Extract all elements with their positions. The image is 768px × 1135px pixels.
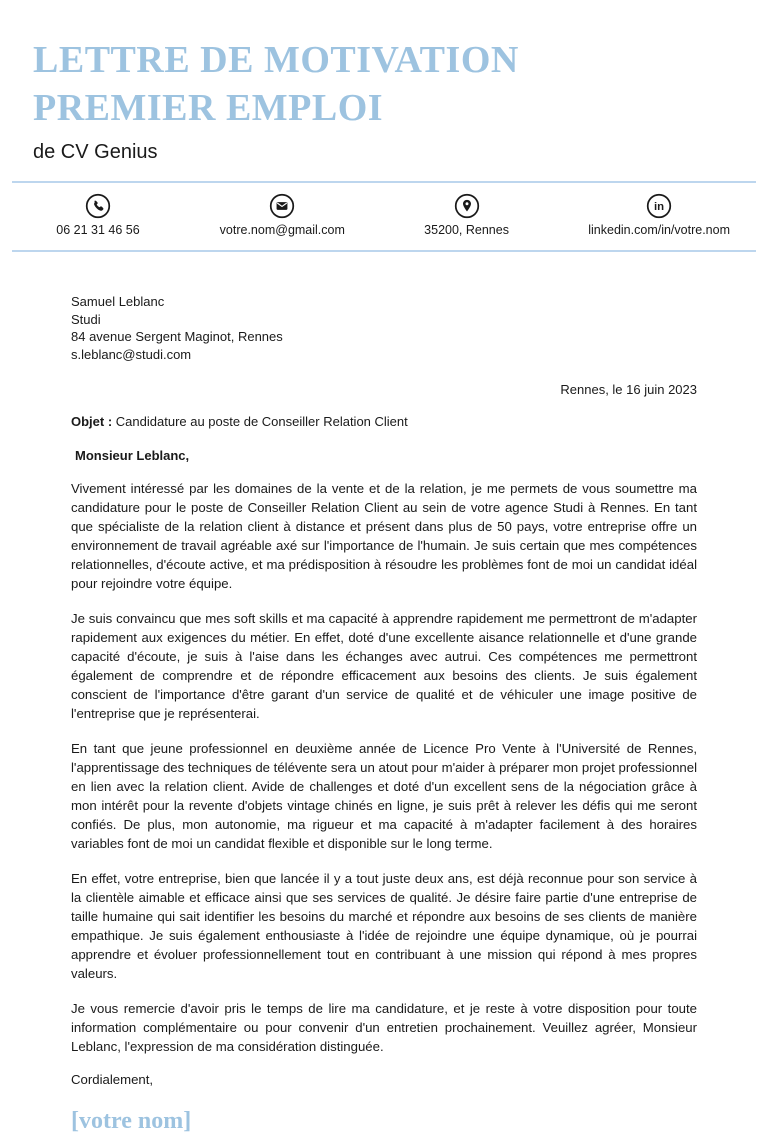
location-text: 35200, Rennes bbox=[424, 223, 509, 237]
paragraph-1: Vivement intéressé par les domaines de la vente et de la relation, je me permets de vous soumettre ma candidature pour le poste de Conseiller Relation Client au sein de votre agence Studi à Rennes. En tant que spécialiste de la relation client à distance et présent dans plus de 50 pays, votre entreprise offre un environnement de travail agréable axé sur l'importance de l'humain. Je suis certain que mes compétences relationnelles, d'écoute active, et ma prédisposition à résoudre les problèmes font de moi un candidat idéal pour rejoindre votre équipe. bbox=[71, 481, 697, 591]
paragraph-3: En tant que jeune professionnel en deuxième année de Licence Pro Vente à l'Université de Rennes, l'apprentissage des techniques de télévente sera un atout pour m'aider à préparer mon projet professionnel en lien avec la relation client. Avide de challenges et doté d'un excellent sens de la négociation grâce à mon intérêt pour la revente d'objets vintage chinés en ligne, je suis prêt à relever les défis qui me seront confiés. De plus, mon autonomie, ma rigueur et ma capacité à m'adapter facilement à des horaires variables font de moi un candidat flexible et disponible sur le long terme. bbox=[71, 741, 697, 851]
contact-bar bbox=[0, 183, 768, 250]
subject-text: Candidature au poste de Conseiller Relation Client bbox=[115, 414, 408, 429]
divider-bottom bbox=[12, 250, 756, 252]
paragraph-2: Je suis convaincu que mes soft skills et ma capacité à apprendre rapidement me permettront de m'adapter rapidement aux exigences du métier. En effet, doté d'une excellente aisance relationnelle et d'une grande capacité d'écoute, je suis à l'aise dans les échanges avec autrui. Ces compétences me permettront également de comprendre et de répondre efficacement aux besoins des clients. Je suis également conscient de l'importance d'être garant d'un service de qualité et de véhiculer une image positive de l'entreprise que je représenterai. bbox=[71, 611, 697, 721]
linkedin-url: linkedin.com/in/votre.nom bbox=[588, 223, 730, 237]
phone-icon bbox=[85, 193, 111, 219]
subject-label: Objet : bbox=[71, 414, 113, 429]
paragraph-4: En effet, votre entreprise, bien que lancée il y a tout juste deux ans, est déjà reconnue pour son service à la clientèle aimable et efficace ainsi que ses services de qualité. Je désire faire partie d'une entreprise de taille humaine qui sait identifier les besoins du marché et répondre aux besoins de ses clients de manière empathique. Je suis également enthousiaste à l'idée de rejoindre une équipe dynamique, où je pourrai apprendre et évoluer professionnellement tout en contribuant à une mission qui répond à mes propres valeurs. bbox=[71, 871, 697, 981]
contact-location bbox=[407, 193, 527, 237]
svg-text:in: in bbox=[654, 201, 665, 214]
page-title-line1: LETTRE DE MOTIVATION bbox=[33, 39, 519, 81]
subject-line bbox=[71, 414, 697, 429]
page-title-line2: PREMIER EMPLOI bbox=[33, 87, 384, 129]
contact-phone bbox=[38, 193, 158, 237]
linkedin-icon bbox=[646, 193, 672, 219]
phone-number: 06 21 31 46 56 bbox=[56, 223, 140, 237]
contact-linkedin bbox=[588, 193, 730, 237]
contact-email bbox=[220, 193, 345, 237]
letter-body bbox=[0, 293, 768, 1135]
email-icon bbox=[269, 193, 295, 219]
location-icon bbox=[454, 193, 480, 219]
paragraph-5: Je vous remercie d'avoir pris le temps de lire ma candidature, et je reste à votre disposition pour toute information complémentaire ou pour convenir d'un entretien prochainement. Veuillez agréer, Monsieur Leblanc, l'expression de ma considération distinguée. bbox=[71, 1001, 697, 1054]
page-subtitle: de CV Genius bbox=[33, 141, 158, 163]
recipient-address: 84 avenue Sergent Maginot, Rennes bbox=[71, 329, 283, 344]
recipient-company: Studi bbox=[71, 311, 101, 327]
closing: Cordialement, bbox=[71, 1072, 154, 1087]
recipient-name: Samuel Leblanc bbox=[71, 294, 165, 309]
email-address: votre.nom@gmail.com bbox=[219, 223, 345, 237]
recipient-email: s.leblanc@studi.com bbox=[71, 346, 192, 362]
salutation: Monsieur Leblanc, bbox=[75, 448, 190, 463]
document-header bbox=[0, 0, 768, 164]
page-title bbox=[33, 36, 735, 132]
date-line: Rennes, le 16 juin 2023 bbox=[560, 382, 697, 397]
recipient-block bbox=[71, 293, 697, 363]
signature-placeholder: [votre nom] bbox=[71, 1108, 192, 1134]
